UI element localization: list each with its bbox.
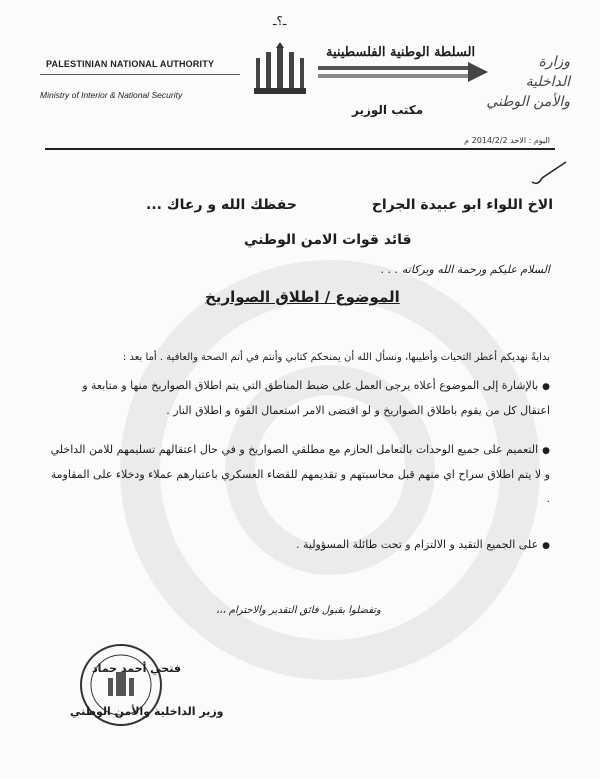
minister-office: مكتب الوزير [352, 103, 424, 117]
ministry-arabic [480, 52, 570, 112]
header-divider [45, 148, 555, 150]
bullet-icon: ● [542, 382, 550, 392]
addressee-title: قائد قوات الامن الوطني [244, 232, 412, 248]
bullet-icon: ● [542, 446, 550, 456]
checkmark-icon [530, 160, 570, 190]
authority-arabic: السلطة الوطنية الفلسطينية [326, 45, 476, 60]
ministry-emblem-icon [250, 38, 310, 100]
list-item [50, 438, 550, 511]
authority-english: PALESTINIAN NATIONAL AUTHORITY [46, 59, 215, 69]
opening-paragraph: بدايةً نهديكم أعطر التحيات وأطيبها، ونسأل الله أن يمنحكم كتابي وأنتم في أتم الصحة والعافية . أما بعد : [122, 352, 550, 363]
ministry-arabic-line1: وزارة [538, 54, 570, 70]
ministry-english: Ministry of Interior & National Security [40, 90, 183, 100]
top-mark: ـ؟ـ [273, 14, 287, 28]
list-item [50, 533, 550, 558]
list-item-text: على الجميع التقيد و الالتزام و تحت طائلة المسؤولية . [296, 538, 539, 551]
closing-line: وتفضلوا بقبول فائق التقدير والاحترام ،،، [216, 605, 381, 616]
list-item-text: التعميم على جميع الوحدات بالتعامل الحازم مع مطلقي الصواريخ و في حال اعتقالهم تسليمهم للامن الداخلي و لا يتم اطلاق سراح اي منهم قبل محاسبتهم و تقديمهم للقضاء العسكري باعتبارهم عملاء ودخلاء على المقاومة . [50, 443, 550, 505]
list-item [50, 374, 550, 423]
ministry-arabic-line3: والأمن الوطني [486, 94, 570, 110]
header-left-rule [40, 74, 240, 75]
ministry-arabic-line2: الداخلية [525, 74, 570, 90]
date-line: اليوم : الاحد 2014/2/2 م [464, 136, 550, 145]
bullet-icon: ● [542, 541, 550, 551]
subject-line: الموضوع / اطلاق الصواريخ [205, 288, 400, 306]
list-item-text: بالإشارة إلى الموضوع أعلاه يرجى العمل على ضبط المناطق التي يتم اطلاق الصواريخ منها و متابعة و اعتقال كل من يقوم باطلاق الصواريخ و لو اقتضى الامر استعمال القوة و اطلاق النار . [82, 379, 550, 417]
blessing: حفظك الله و رعاك ... [146, 197, 297, 213]
addressee: الاخ اللواء ابو عبيدة الجراح [371, 197, 553, 213]
signatory-name: فتحي أحمد حماد [92, 662, 181, 675]
greeting: السلام عليكم ورحمة الله وبركاته . . . [380, 263, 550, 276]
signatory-title: وزير الداخلية والأمن الوطني [70, 705, 224, 718]
